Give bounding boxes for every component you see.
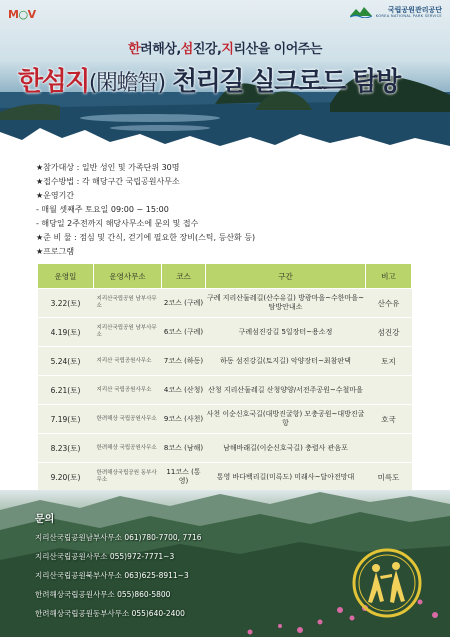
row-date: 8.23(토)	[38, 434, 94, 463]
org-logo	[350, 6, 442, 18]
row-section: 구례섬진강길 5일장터~용소정	[206, 318, 366, 347]
row-note: 토지	[366, 347, 412, 376]
header-banner	[0, 0, 450, 150]
row-date: 9.20(토)	[38, 463, 94, 492]
table-header-row	[38, 264, 412, 289]
header-date: 운영일	[38, 264, 94, 289]
header-office: 운영사무소	[94, 264, 162, 289]
row-course: 2코스 (구례)	[162, 289, 206, 318]
table-row	[38, 376, 412, 405]
period-detail: - 매월 셋째주 토요일 09:00 ~ 15:00	[36, 205, 169, 214]
row-note: 산수유	[366, 289, 412, 318]
contact-block	[35, 510, 202, 623]
row-course: 6코스 (구례)	[162, 318, 206, 347]
row-section: 구례 지리산둘레길(산수유길) 방광마을~수한마을~탐방안내소	[206, 289, 366, 318]
contact-line: 지리산국립공원사무소 055)972-7771~3	[35, 552, 175, 561]
row-course: 8코스 (남해)	[162, 434, 206, 463]
org-subtitle: KOREA NATIONAL PARK SERVICE	[375, 14, 442, 18]
row-office: 지리산 국립공원사무소	[94, 376, 162, 405]
header-note: 비고	[366, 264, 412, 289]
signup-text: ★접수방법 : 각 해당구간 국립공원사무소	[36, 177, 180, 186]
table-row	[38, 289, 412, 318]
row-note: 호국	[366, 405, 412, 434]
table-row	[38, 463, 412, 492]
row-section: 사천 이순신호국길(대방진굴항) 모충공원~대방진굴항	[206, 405, 366, 434]
table-row	[38, 434, 412, 463]
row-office: 한려해상 국립공원사무소	[94, 405, 162, 434]
table-row	[38, 347, 412, 376]
period-note: - 해당일 2주전까지 해당사무소에 문의 및 접수	[36, 219, 199, 228]
row-course: 4코스 (산청)	[162, 376, 206, 405]
row-section: 통영 바다백리길(미륵도) 미래사~달아전망대	[206, 463, 366, 492]
row-office: 지리산국립공원 남부사무소	[94, 289, 162, 318]
row-office: 지리산 국립공원사무소	[94, 347, 162, 376]
row-section: 남해바래길(이순신호국길) 충렬사 관음포	[206, 434, 366, 463]
row-office: 지리산국립공원 남부사무소	[94, 318, 162, 347]
row-date: 7.19(토)	[38, 405, 94, 434]
header-course: 코스	[162, 264, 206, 289]
main-title: 한섬지(閑蟾智) 천리길 실크로드 탐방	[18, 67, 400, 97]
row-date: 3.22(토)	[38, 289, 94, 318]
row-date: 6.21(토)	[38, 376, 94, 405]
row-note: 섬진강	[366, 318, 412, 347]
program-label: ★프로그램	[36, 247, 75, 256]
org-name: 국립공원관리공단	[387, 6, 442, 14]
row-note: 미륵도	[366, 463, 412, 492]
mountain-wave-icon	[350, 6, 372, 18]
period-label: ★운영기간	[36, 191, 75, 200]
row-course: 7코스 (하동)	[162, 347, 206, 376]
table-row	[38, 405, 412, 434]
row-office: 한려해상국립공원 동부사무소	[94, 463, 162, 492]
row-note	[366, 376, 412, 405]
contact-line: 한려해상국립공원동부사무소 055)640-2400	[35, 609, 185, 618]
hiking-emblem	[350, 546, 424, 620]
row-office: 한려해상 국립공원사무소	[94, 434, 162, 463]
contact-line: 한려해상국립공원사무소 055)860-5800	[35, 590, 171, 599]
table-row	[38, 318, 412, 347]
brand-logo: M○V	[8, 8, 36, 21]
row-date: 4.19(토)	[38, 318, 94, 347]
preparation-text: ★준 비 물 : 점심 및 간식, 걷기에 필요한 장비(스틱, 등산화 등)	[36, 233, 256, 242]
row-section: 하동 섬진강길(토지길) 악양장터~최참판댁	[206, 347, 366, 376]
contact-line: 지리산국립공원북부사무소 063)625-8911~3	[35, 571, 189, 580]
event-info	[36, 161, 436, 259]
header-section: 구간	[206, 264, 366, 289]
row-section: 산청 지리산둘레길 산청양양/서전주공원~수철마을	[206, 376, 366, 405]
subtitle: 한려해상,섬진강,지리산을 이어주는	[128, 42, 322, 57]
participants-text: ★참가대상 : 일반 성인 및 가족단위 30명	[36, 163, 180, 172]
contact-title: 문의	[35, 514, 55, 525]
row-date: 5.24(토)	[38, 347, 94, 376]
row-course: 11코스 (통영)	[162, 463, 206, 492]
row-note	[366, 434, 412, 463]
row-course: 9코스 (사천)	[162, 405, 206, 434]
program-table	[35, 263, 412, 525]
contact-line: 지리산국립공원남부사무소 061)780-7700, 7716	[35, 533, 202, 542]
